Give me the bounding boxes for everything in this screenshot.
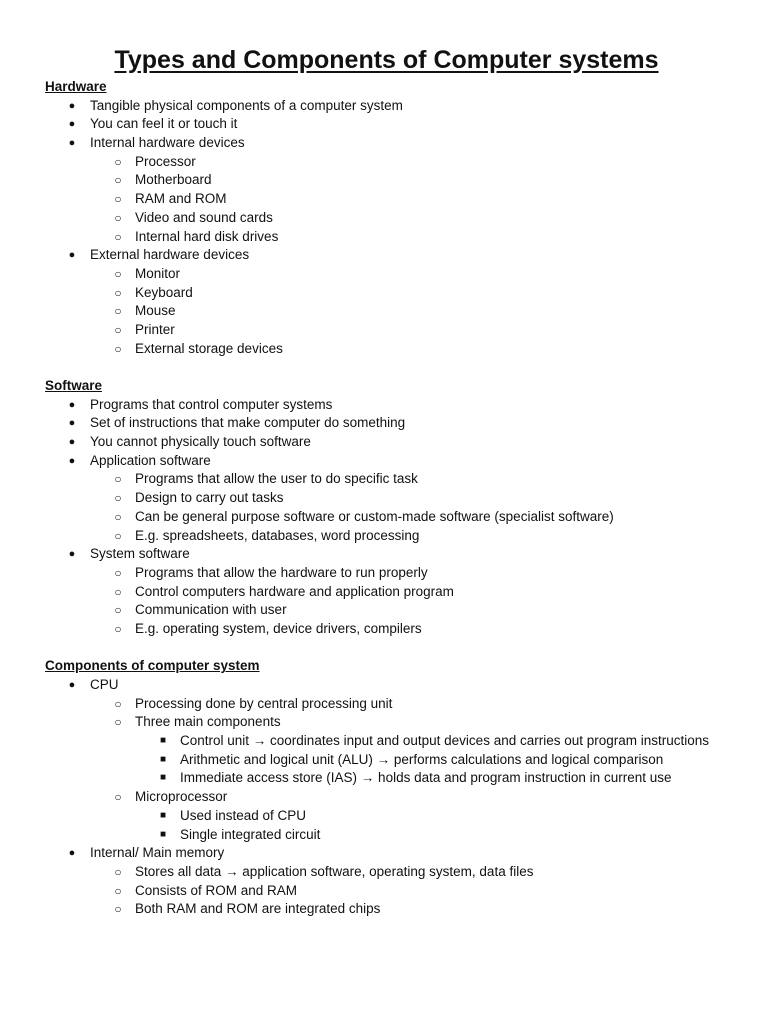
list-item-text: Control unit → coordinates input and output devices and carries out program instructions xyxy=(180,733,710,749)
list-item-line xyxy=(45,583,728,602)
bullet-list-level-2 xyxy=(45,470,728,545)
list-item-line xyxy=(45,620,728,639)
filled-circle-bullet-icon: ● xyxy=(68,679,76,691)
list-item-line xyxy=(45,713,728,732)
bullet-list-level-2 xyxy=(45,695,728,845)
list-item-text: Programs that control computer systems xyxy=(90,396,333,412)
list-item-text: Set of instructions that make computer do something xyxy=(90,415,406,431)
list-item-line xyxy=(45,340,728,359)
hollow-circle-bullet-icon: ○ xyxy=(114,173,122,188)
list-item-line xyxy=(45,190,728,209)
list-item-text: Used instead of CPU xyxy=(180,807,307,823)
bullet-list-level-2 xyxy=(45,265,728,358)
list-item xyxy=(45,583,728,602)
hollow-circle-bullet-icon: ○ xyxy=(114,864,122,879)
list-item-text: Can be general purpose software or custom-made software (specialist software) xyxy=(135,508,614,524)
list-item-text: Programs that allow the hardware to run properly xyxy=(135,564,428,580)
list-item xyxy=(45,844,728,919)
list-item-text: External storage devices xyxy=(135,340,283,356)
filled-circle-bullet-icon: ● xyxy=(68,847,76,860)
list-item-text: Processing done by central processing unit xyxy=(135,695,393,711)
list-item xyxy=(45,713,728,788)
hollow-circle-bullet-icon: ○ xyxy=(114,696,122,711)
list-item-line xyxy=(45,433,728,452)
list-item-line xyxy=(45,676,728,695)
list-item-line xyxy=(45,97,728,116)
list-item-line xyxy=(45,826,728,845)
hollow-circle-bullet-icon: ○ xyxy=(114,621,122,636)
list-item-line xyxy=(45,115,728,134)
list-item-line xyxy=(45,134,728,153)
list-item-text: Consists of ROM and RAM xyxy=(135,882,298,898)
square-bullet-icon: ■ xyxy=(159,809,167,821)
list-item-text: Arithmetic and logical unit (ALU) → performs calculations and logical comparison xyxy=(180,751,664,767)
document-section xyxy=(45,78,728,358)
list-item xyxy=(45,171,728,190)
hollow-circle-bullet-icon: ○ xyxy=(114,715,122,730)
list-item xyxy=(45,340,728,359)
list-item-text: Stores all data → application software, operating system, data files xyxy=(135,863,534,879)
list-item xyxy=(45,209,728,228)
hollow-circle-bullet-icon: ○ xyxy=(114,584,122,599)
bullet-list-level-1 xyxy=(45,676,728,919)
list-item-line xyxy=(45,209,728,228)
bullet-list-level-1 xyxy=(45,396,728,639)
hollow-circle-bullet-icon: ○ xyxy=(114,790,122,805)
list-item xyxy=(45,508,728,527)
hollow-circle-bullet-icon: ○ xyxy=(114,229,122,244)
list-item xyxy=(45,470,728,489)
filled-circle-bullet-icon: ● xyxy=(68,436,76,449)
list-item-line xyxy=(45,489,728,508)
section-heading: Software xyxy=(45,378,103,393)
list-item-line xyxy=(45,807,728,826)
section-heading: Components of computer system xyxy=(45,658,260,674)
list-item-text: Programs that allow the user to do specific task xyxy=(135,471,418,487)
list-item-line xyxy=(45,844,728,863)
list-item-line xyxy=(45,284,728,303)
hollow-circle-bullet-icon: ○ xyxy=(114,565,122,580)
square-bullet-icon: ■ xyxy=(159,772,167,784)
list-item xyxy=(45,134,728,246)
list-item xyxy=(45,807,728,826)
list-item xyxy=(45,414,728,433)
square-bullet-icon: ■ xyxy=(159,753,167,765)
bullet-list-level-1 xyxy=(45,97,728,359)
list-item xyxy=(45,452,728,545)
hollow-circle-bullet-icon: ○ xyxy=(114,902,122,917)
list-item-text: Tangible physical components of a computer system xyxy=(90,97,403,113)
filled-circle-bullet-icon: ● xyxy=(68,398,76,411)
list-item-text: Three main components xyxy=(135,714,281,730)
list-item-text: Single integrated circuit xyxy=(180,826,321,842)
filled-circle-bullet-icon: ● xyxy=(68,137,76,150)
list-item-line xyxy=(45,695,728,714)
square-bullet-icon: ■ xyxy=(159,735,167,747)
list-item-text: RAM and ROM xyxy=(135,191,227,207)
list-item-text: Internal hard disk drives xyxy=(135,228,279,244)
list-item-line xyxy=(45,601,728,620)
list-item xyxy=(45,284,728,303)
bullet-list-level-2 xyxy=(45,153,728,246)
list-item xyxy=(45,153,728,172)
list-item-text: You can feel it or touch it xyxy=(90,116,238,132)
list-item xyxy=(45,788,728,844)
list-item xyxy=(45,900,728,919)
hollow-circle-bullet-icon: ○ xyxy=(114,491,122,506)
hollow-circle-bullet-icon: ○ xyxy=(114,883,122,898)
list-item-line xyxy=(45,863,728,882)
list-item xyxy=(45,676,728,844)
list-item xyxy=(45,433,728,452)
list-item-text: Printer xyxy=(135,321,175,337)
list-item-text: Keyboard xyxy=(135,284,193,300)
list-item xyxy=(45,396,728,415)
list-item-text: E.g. spreadsheets, databases, word processing xyxy=(135,527,420,543)
list-item-line xyxy=(45,246,728,265)
list-item xyxy=(45,620,728,639)
list-item-text: Internal hardware devices xyxy=(90,135,245,151)
list-item xyxy=(45,863,728,882)
filled-circle-bullet-icon: ● xyxy=(68,417,76,430)
document-body xyxy=(45,78,728,919)
list-item xyxy=(45,545,728,638)
list-item-line xyxy=(45,545,728,564)
list-item-line xyxy=(45,564,728,583)
hollow-circle-bullet-icon: ○ xyxy=(114,154,122,169)
hollow-circle-bullet-icon: ○ xyxy=(114,304,122,319)
list-item-line xyxy=(45,769,728,788)
hollow-circle-bullet-icon: ○ xyxy=(114,322,122,337)
list-item xyxy=(45,769,728,788)
hollow-circle-bullet-icon: ○ xyxy=(114,528,122,543)
hollow-circle-bullet-icon: ○ xyxy=(114,472,122,487)
list-item-text: Motherboard xyxy=(135,172,212,188)
list-item-line xyxy=(45,302,728,321)
square-bullet-icon: ■ xyxy=(159,828,167,840)
list-item-text: Microprocessor xyxy=(135,789,228,805)
list-item-line xyxy=(45,265,728,284)
list-item-text: Internal/ Main memory xyxy=(90,845,225,861)
hollow-circle-bullet-icon: ○ xyxy=(114,210,122,225)
document-section xyxy=(45,657,728,919)
bullet-list-level-3 xyxy=(45,807,728,844)
list-item-text: Video and sound cards xyxy=(135,209,273,225)
list-item xyxy=(45,882,728,901)
list-item-line xyxy=(45,751,728,770)
list-item-line xyxy=(45,882,728,901)
list-item-line xyxy=(45,508,728,527)
filled-circle-bullet-icon: ● xyxy=(68,118,76,131)
list-item-text: Control computers hardware and application program xyxy=(135,583,454,599)
list-item-line xyxy=(45,470,728,489)
list-item xyxy=(45,527,728,546)
hollow-circle-bullet-icon: ○ xyxy=(114,341,122,356)
list-item-text: Design to carry out tasks xyxy=(135,490,284,506)
list-item-line xyxy=(45,321,728,340)
list-item-text: Mouse xyxy=(135,303,176,319)
list-item-line xyxy=(45,788,728,807)
list-item-line xyxy=(45,414,728,433)
bullet-list-level-2 xyxy=(45,863,728,919)
list-item-text: External hardware devices xyxy=(90,247,250,263)
list-item xyxy=(45,115,728,134)
list-item xyxy=(45,751,728,770)
filled-circle-bullet-icon: ● xyxy=(68,99,76,112)
filled-circle-bullet-icon: ● xyxy=(68,454,76,467)
list-item-text: E.g. operating system, device drivers, compilers xyxy=(135,620,422,636)
list-item xyxy=(45,826,728,845)
list-item xyxy=(45,489,728,508)
hollow-circle-bullet-icon: ○ xyxy=(114,603,122,618)
list-item xyxy=(45,97,728,116)
hollow-circle-bullet-icon: ○ xyxy=(114,192,122,207)
bullet-list-level-2 xyxy=(45,564,728,639)
list-item xyxy=(45,265,728,284)
list-item-text: CPU xyxy=(90,677,119,692)
document-section xyxy=(45,377,728,639)
list-item xyxy=(45,228,728,247)
list-item-text: You cannot physically touch software xyxy=(90,434,311,450)
list-item xyxy=(45,601,728,620)
list-item-text: Immediate access store (IAS) → holds data and program instruction in current use xyxy=(180,770,672,786)
list-item-line xyxy=(45,171,728,190)
bullet-list-level-3 xyxy=(45,732,728,788)
hollow-circle-bullet-icon: ○ xyxy=(114,266,122,281)
hollow-circle-bullet-icon: ○ xyxy=(114,509,122,524)
list-item-text: Communication with user xyxy=(135,602,287,618)
page-title: Types and Components of Computer systems xyxy=(114,46,659,74)
hollow-circle-bullet-icon: ○ xyxy=(114,285,122,300)
list-item-text: Both RAM and ROM are integrated chips xyxy=(135,901,381,917)
list-item xyxy=(45,302,728,321)
list-item xyxy=(45,190,728,209)
filled-circle-bullet-icon: ● xyxy=(68,249,76,262)
list-item-text: System software xyxy=(90,546,190,562)
section-spacer xyxy=(45,639,728,658)
list-item-line xyxy=(45,228,728,247)
list-item-text: Monitor xyxy=(135,265,181,281)
list-item xyxy=(45,246,728,358)
list-item-text: Application software xyxy=(90,452,211,468)
list-item xyxy=(45,732,728,751)
list-item xyxy=(45,564,728,583)
list-item-line xyxy=(45,396,728,415)
list-item-line xyxy=(45,153,728,172)
list-item xyxy=(45,695,728,714)
list-item-line xyxy=(45,452,728,471)
filled-circle-bullet-icon: ● xyxy=(68,548,76,561)
list-item-line xyxy=(45,527,728,546)
list-item-line xyxy=(45,732,728,751)
list-item xyxy=(45,321,728,340)
section-spacer xyxy=(45,358,728,377)
list-item-text: Processor xyxy=(135,153,196,169)
list-item-line xyxy=(45,900,728,919)
section-heading: Hardware xyxy=(45,79,107,94)
